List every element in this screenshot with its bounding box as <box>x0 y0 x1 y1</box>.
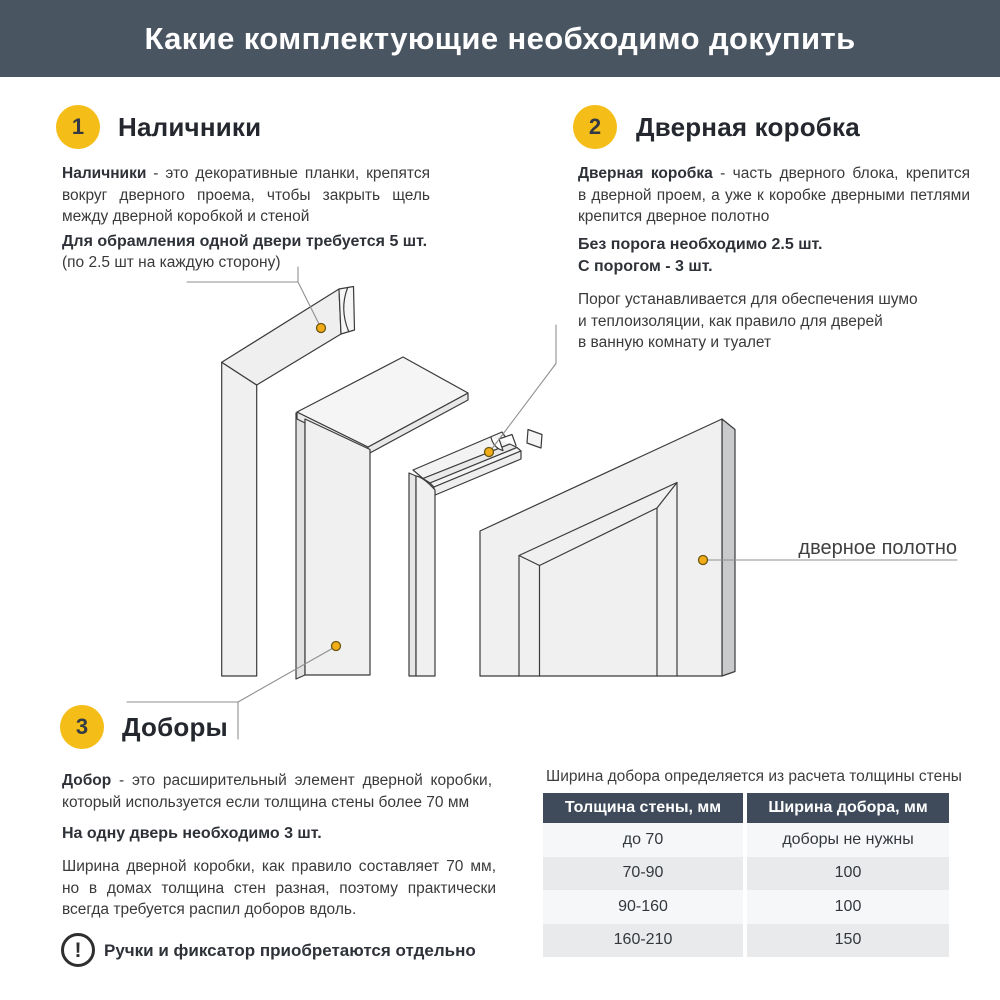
table-row: 90-160 100 <box>543 890 949 924</box>
table-caption: Ширина добора определяется из расчета толщины стены <box>546 768 962 785</box>
table-row: 160-210 150 <box>543 924 949 958</box>
section-2-paragraph-2: Порог устанавливается для обеспечения шумо и теплоизоляции, как правило для дверей в ванную комнату и туалет <box>578 291 918 351</box>
table-row: до 70 доборы не нужны <box>543 823 949 857</box>
table-row: 70-90 100 <box>543 857 949 891</box>
door-leaf-label: дверное полотно <box>798 537 957 559</box>
section-1-title: Наличники <box>118 112 262 142</box>
section-2-quantity-1: Без порога необходимо 2.5 шт. <box>578 236 823 253</box>
section-3-paragraph: Добор - это расширительный элемент дверной коробки, который используется если толщина стены более 70 мм <box>62 772 492 811</box>
section-1-paragraph: Наличники - это декоративные планки, крепятся вокруг дверного проема, чтобы закрыть щель между дверной коробкой и стеной <box>62 165 430 225</box>
section-2-number: 2 <box>573 105 617 149</box>
section-2-quantity-2: С порогом - 3 шт. <box>578 258 713 275</box>
marker-dot-door <box>699 556 708 565</box>
marker-dot-frame <box>485 448 494 457</box>
section-3-quantity: На одну дверь необходимо 3 шт. <box>62 825 322 842</box>
section-3-lead: Добор <box>62 772 112 789</box>
section-3-number: 3 <box>60 705 104 749</box>
page-title: Какие комплектующие необходимо докупить <box>144 20 856 56</box>
section-2-title: Дверная коробка <box>636 112 860 142</box>
column-header: Толщина стены, мм <box>543 793 743 823</box>
section-2-paragraph: Дверная коробка - часть дверного блока, крепится в дверной проем, а уже к коробке дверными петлями крепится дверное полотно <box>578 165 970 225</box>
marker-dot-extension <box>332 642 341 651</box>
table-header-row <box>543 793 949 823</box>
footer-note: Ручки и фиксатор приобретаются отдельно <box>104 941 476 960</box>
section-1-quantity: Для обрамления одной двери требуется 5 шт. <box>62 233 428 250</box>
extension-piece <box>296 357 468 679</box>
marker-dot-trim <box>317 324 326 333</box>
section-1-lead: Наличники <box>62 165 147 182</box>
leader-line-frame <box>491 325 556 450</box>
section-3-title: Доборы <box>122 712 228 742</box>
extension-width-table <box>543 793 949 957</box>
section-1-number: 1 <box>56 105 100 149</box>
section-2-lead: Дверная коробка <box>578 165 713 182</box>
exclamation-icon: ! <box>61 933 95 967</box>
column-header: Ширина добора, мм <box>747 793 949 823</box>
section-1-note: (по 2.5 шт на каждую сторону) <box>62 254 281 271</box>
section-3-paragraph-2: Ширина дверной коробки, как правило составляет 70 мм, но в домах толщина стен разная, поэтому практически всегда требуется распил доборов вдоль. <box>62 858 496 918</box>
